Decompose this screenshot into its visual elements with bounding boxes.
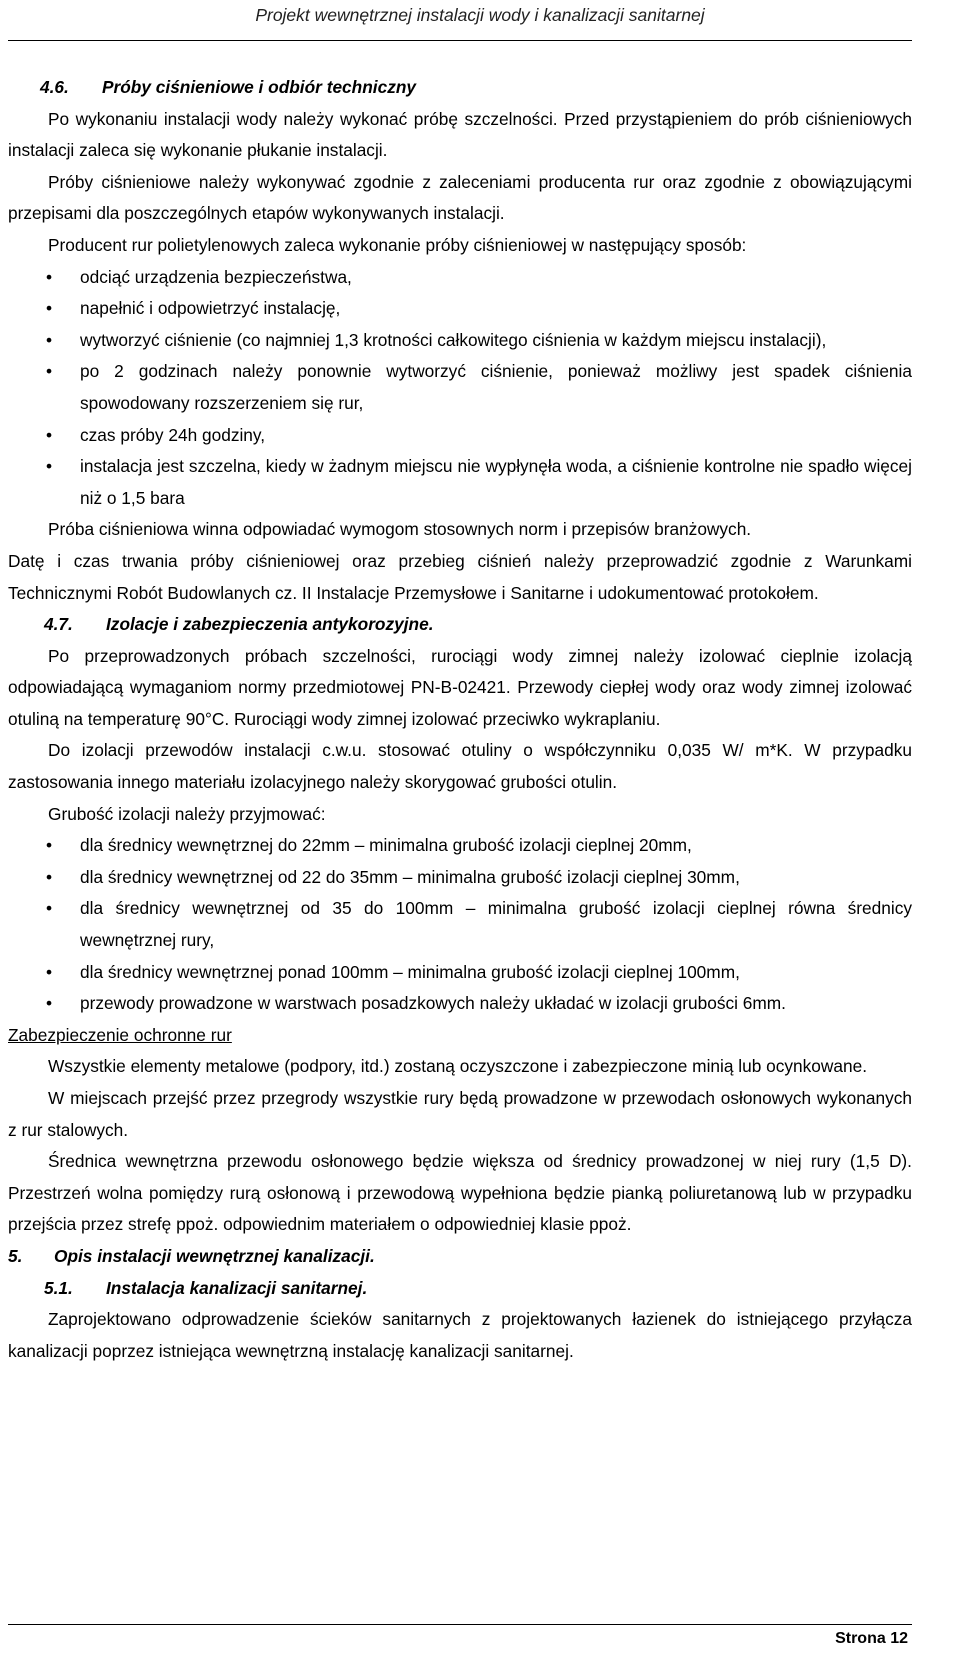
section-number: 5.1. [44,1277,73,1298]
header-divider [8,40,912,41]
bullet-icon: • [46,835,53,856]
bullet-icon: • [46,993,53,1014]
list-item: • napełnić i odpowietrzyć instalację, [8,293,912,325]
paragraph: Średnica wewnętrzna przewodu osłonowego będzie większa od średnicy prowadzonej w niej rury (1,5 D). Przestrzeń wolna pomiędzy rurą osłonową i przewodową wypełniona będzie pianką poliuretanową lub w przypadku przejścia przez strefę ppoż. odpowiednim materiałem o odpowiedniej klasie ppoż. [8,1151,912,1235]
bullet-icon: • [46,329,53,350]
list-item: • dla średnicy wewnętrznej od 22 do 35mm – minimalna grubość izolacji cieplnej 30mm, [8,862,912,894]
bullet-icon: • [46,298,53,319]
paragraph: Po wykonaniu instalacji wody należy wykonać próbę szczelności. Przed przystąpieniem do prób ciśnieniowych instalacji zaleca się wykonanie płukanie instalacji. [8,108,912,161]
section-title: Izolacje i zabezpieczenia antykorozyjne. [106,614,434,635]
document-body [8,72,912,1367]
bullet-list [8,262,912,515]
list-item: • odciąć urządzenia bezpieczeństwa, [8,262,912,294]
paragraph: Wszystkie elementy metalowe (podpory, itd.) zostaną oczyszczone i zabezpieczone minią lub ocynkowane. [48,1056,868,1077]
page-number: Strona 12 [835,1630,908,1647]
bullet-icon: • [46,361,53,382]
section-heading-4-7 [44,609,912,641]
paragraph: Grubość izolacji należy przyjmować: [48,803,326,824]
section-title: Instalacja kanalizacji sanitarnej. [106,1277,368,1298]
section-title: Opis instalacji wewnętrznej kanalizacji. [54,1245,375,1266]
section-number: 5. [8,1245,23,1266]
page-header: Projekt wewnętrznej instalacji wody i kanalizacji sanitarnej [255,5,705,25]
paragraph: Próba ciśnieniowa winna odpowiadać wymogom stosownych norm i przepisów branżowych. [48,519,752,540]
paragraph: Próby ciśnieniowe należy wykonywać zgodnie z zaleceniami producenta rur oraz zgodnie z obowiązującymi przepisami dla poszczególnych etapów wykonywanych instalacji. [8,171,912,224]
bullet-icon: • [46,266,53,287]
list-item: • wytworzyć ciśnienie (co najmniej 1,3 krotności całkowitego ciśnienia w każdym miejscu instalacji), [8,325,912,357]
paragraph: Zaprojektowano odprowadzenie ścieków sanitarnych z projektowanych łazienek do istniejącego przyłącza kanalizacji poprzez istniejąca wewnętrzną instalację kanalizacji sanitarnej. [8,1309,912,1361]
paragraph: Datę i czas trwania próby ciśnieniowej oraz przebieg ciśnień należy przeprowadzić zgodnie z Warunkami Technicznymi Robót Budowlanych cz. II Instalacje Przemysłowe i Sanitarne i udokumentować protokołem. [8,550,912,603]
footer-divider [8,1624,912,1625]
list-item: • przewody prowadzone w warstwach posadzkowych należy układać w izolacji grubości 6mm. [8,988,912,1020]
bullet-icon: • [46,898,53,919]
list-item: • po 2 godzinach należy ponownie wytworzyć ciśnienie, ponieważ możliwy jest spadek ciśnienia spowodowany rozszerzeniem się rur, [8,356,912,419]
section-heading-5 [8,1241,912,1273]
subsection-title: Zabezpieczenie ochronne rur [8,1024,232,1045]
section-number: 4.7. [44,614,73,635]
list-item: • instalacja jest szczelna, kiedy w żadnym miejscu nie wypłynęła woda, a ciśnienie kontrolne nie spadło więcej niż o 1,5 bara [8,451,912,514]
bullet-icon: • [46,866,53,887]
bullet-icon: • [46,961,53,982]
section-heading-4-6 [40,72,912,104]
paragraph: Po przeprowadzonych próbach szczelności, rurociągi wody zimnej należy izolować cieplnie izolacją odpowiadającą wymaganiom normy przedmiotowej PN-B-02421. Przewody ciepłej wody oraz wody zimnej izolować otuliną na temperaturę 90°C. Rurociągi wody zimnej izolować przeciwko wykraplaniu. [8,645,912,729]
paragraph: Producent rur polietylenowych zaleca wykonanie próby ciśnieniowej w następujący sposób: [48,234,747,255]
bullet-list [8,830,912,1020]
paragraph: Do izolacji przewodów instalacji c.w.u. stosować otuliny o współczynniku 0,035 W/ m*K. W przypadku zastosowania innego materiału izolacyjnego należy skorygować grubości otulin. [8,740,912,793]
bullet-icon: • [46,456,53,477]
list-item: • dla średnicy wewnętrznej ponad 100mm – minimalna grubość izolacji cieplnej 100mm, [8,957,912,989]
list-item: • dla średnicy wewnętrznej od 35 do 100mm – minimalna grubość izolacji cieplnej równa średnicy wewnętrznej rury, [8,893,912,956]
paragraph: W miejscach przejść przez przegrody wszystkie rury będą prowadzone w przewodach osłonowych wykonanych z rur stalowych. [8,1088,912,1140]
list-item: • dla średnicy wewnętrznej do 22mm – minimalna grubość izolacji cieplnej 20mm, [8,830,912,862]
section-title: Próby ciśnieniowe i odbiór techniczny [102,77,416,97]
bullet-icon: • [46,424,53,445]
list-item: • czas próby 24h godziny, [8,420,912,452]
section-heading-5-1 [44,1273,912,1305]
section-number: 4.6. [40,77,69,97]
